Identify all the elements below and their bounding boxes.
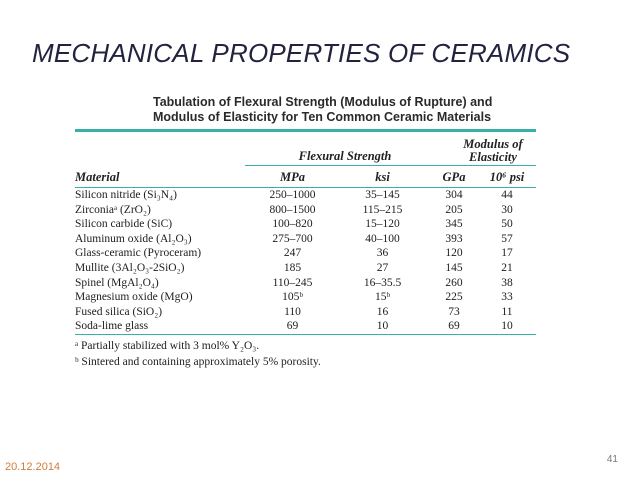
cell-gpa: 69	[448, 320, 460, 333]
cell-psi: 38	[501, 276, 513, 289]
cell-ksi: 15ᵇ	[374, 291, 391, 304]
cell-ksi: 40–100	[365, 232, 400, 245]
table-caption-line-2: Modulus of Elasticity for Ten Common Ceramic Materials	[153, 110, 492, 124]
cell-gpa: 304	[445, 189, 463, 201]
cell-psi: 11	[501, 305, 513, 318]
cell-ksi: 35–145	[365, 189, 400, 201]
properties-table	[75, 168, 536, 334]
cell-mpa: 247	[283, 247, 302, 260]
cell-gpa: 393	[445, 232, 463, 245]
cell-material: Soda-lime glass	[75, 320, 149, 333]
table-row	[75, 203, 536, 218]
group-underline-modulus	[435, 165, 536, 166]
table-row	[75, 261, 536, 276]
page-number: 41	[606, 454, 618, 465]
cell-material: Glass-ceramic (Pyroceram)	[75, 247, 202, 260]
table-row	[75, 290, 536, 305]
cell-mpa: 250–1000	[269, 189, 316, 201]
cell-material: Silicon carbide (SiC)	[75, 218, 173, 231]
cell-mpa: 110–245	[272, 276, 313, 289]
group-header-modulus-elasticity	[450, 138, 536, 164]
group-header-flexural-strength: Flexural Strength	[298, 149, 392, 163]
cell-gpa: 345	[445, 218, 463, 231]
cell-material: Mullite (3Al₂O₃-2SiO₂)	[75, 261, 185, 274]
column-header-material: Material	[75, 169, 120, 184]
table-row	[75, 305, 536, 320]
cell-psi: 17	[501, 247, 513, 260]
cell-ksi: 36	[376, 247, 389, 260]
cell-gpa: 145	[445, 261, 463, 274]
table-footnotes	[75, 338, 536, 370]
table-row	[75, 319, 536, 334]
table-row	[75, 217, 536, 232]
table-caption-line-1: Tabulation of Flexural Strength (Modulus of Rupture) and	[153, 95, 493, 109]
cell-mpa: 185	[283, 261, 302, 274]
table-row	[75, 246, 536, 261]
column-header-ksi: ksi	[375, 169, 390, 184]
column-header-gpa: GPa	[442, 169, 466, 184]
cell-ksi: 16–35.5	[363, 276, 402, 289]
slide-title: MECHANICAL PROPERTIES OF CERAMICS	[32, 38, 571, 68]
cell-mpa: 110	[284, 305, 301, 318]
cell-gpa: 225	[445, 291, 463, 304]
cell-material: Fused silica (SiO₂)	[75, 305, 163, 318]
table-row	[75, 232, 536, 247]
cell-ksi: 10	[376, 320, 389, 333]
cell-mpa: 100–820	[272, 218, 313, 231]
cell-psi: 30	[501, 203, 513, 216]
table-row	[75, 276, 536, 291]
cell-psi: 33	[501, 291, 513, 304]
cell-gpa: 73	[448, 305, 460, 318]
cell-gpa: 205	[445, 203, 463, 216]
cell-mpa: 275–700	[272, 232, 313, 245]
cell-psi: 10	[501, 320, 513, 333]
cell-ksi: 15–120	[365, 218, 400, 231]
group-header-row	[75, 132, 536, 168]
slide-date: 20.12.2014	[5, 461, 61, 473]
cell-ksi: 27	[376, 261, 389, 274]
cell-ksi: 115–215	[362, 203, 403, 216]
cell-material: Zirconiaᵃ (ZrO₂)	[75, 203, 151, 216]
cell-mpa: 800–1500	[269, 203, 316, 216]
cell-material: Spinel (MgAl₂O₄)	[75, 276, 159, 289]
cell-material: Aluminum oxide (Al₂O₃)	[75, 232, 192, 245]
cell-mpa: 105ᵇ	[282, 291, 303, 304]
cell-material: Silicon nitride (Si₃N₄)	[75, 189, 177, 201]
group-header-modulus-line-2: Elasticity	[469, 150, 517, 164]
cell-mpa: 69	[286, 320, 299, 333]
cell-material: Magnesium oxide (MgO)	[75, 291, 193, 304]
footnote-b: ᵇ Sintered and containing approximately 5% porosity.	[75, 355, 321, 368]
cell-psi: 57	[501, 232, 513, 245]
table-caption	[75, 95, 536, 125]
table-row	[75, 188, 536, 203]
cell-gpa: 120	[445, 247, 463, 260]
cell-psi: 44	[501, 189, 513, 201]
table-bottom-rule	[75, 334, 536, 335]
properties-table-block	[75, 95, 536, 370]
column-header-mpa: MPa	[280, 169, 305, 184]
column-header-row	[75, 168, 536, 186]
cell-psi: 50	[501, 218, 513, 231]
cell-psi: 21	[501, 261, 513, 274]
group-underline-flexural	[245, 165, 450, 166]
column-header-psi: 10⁶ psi	[489, 169, 525, 184]
cell-gpa: 260	[445, 276, 463, 289]
footnote-a: ᵃ Partially stabilized with 3 mol% Y₂O₃.	[75, 339, 260, 352]
group-header-modulus-line-1: Modulus of	[463, 137, 523, 151]
cell-ksi: 16	[376, 305, 389, 318]
